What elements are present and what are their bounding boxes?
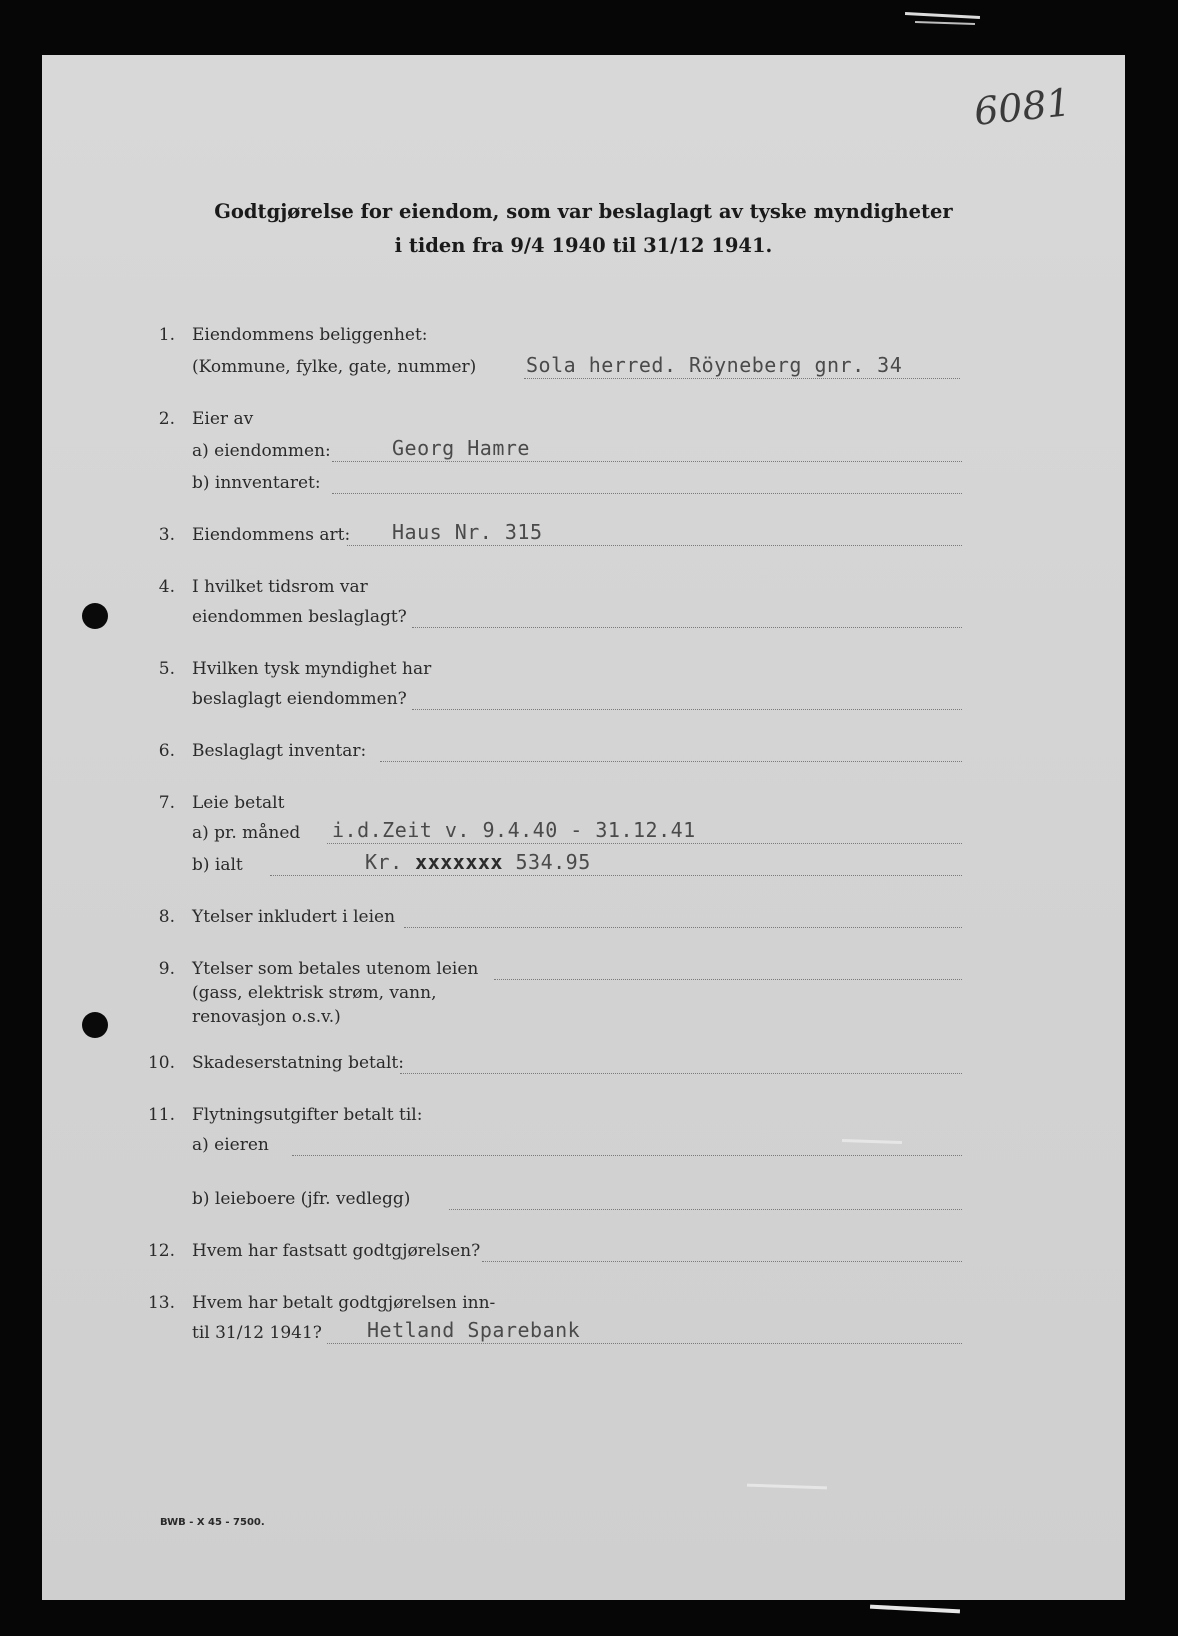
punch-hole <box>82 603 108 629</box>
item-number: 5. <box>158 659 175 679</box>
answer-line <box>494 979 962 980</box>
answer-line <box>380 761 962 762</box>
form-sheet <box>42 55 1125 1600</box>
item-label: Eiendommens beliggenhet: <box>192 325 428 345</box>
answer-line <box>270 875 962 876</box>
item-label: Skadeserstatning betalt: <box>192 1053 404 1073</box>
item-label-sub: eiendommen beslaglagt? <box>192 607 407 627</box>
item-label-sub: renovasjon o.s.v.) <box>192 1007 341 1027</box>
item-sublabel: a) eieren <box>192 1135 269 1155</box>
item-label-sub: (gass, elektrisk strøm, vann, <box>192 983 437 1003</box>
item-number: 3. <box>158 525 175 545</box>
item-label: Ytelser som betales utenom leien <box>192 959 479 979</box>
form-title <box>42 195 1125 263</box>
typed-answer-total <box>365 850 591 874</box>
answer-line <box>482 1261 962 1262</box>
item-number: 10. <box>147 1053 175 1073</box>
item-number: 12. <box>147 1241 175 1261</box>
answer-line <box>332 493 962 494</box>
scan-scratch <box>747 1484 827 1490</box>
scan-scratch <box>842 1139 902 1144</box>
item-sublabel: a) eiendommen: <box>192 441 331 461</box>
amount-value: 534.95 <box>515 850 591 874</box>
answer-line <box>347 545 962 546</box>
title-line-1: Godtgjørelse for eiendom, som var beslaglagt av tyske myndigheter <box>214 200 953 223</box>
scan-mark <box>870 1605 960 1614</box>
scan-mark <box>905 12 980 19</box>
struck-out-text: xxxxxxx <box>415 850 503 874</box>
typed-answer-period: i.d.Zeit v. 9.4.40 - 31.12.41 <box>332 818 696 842</box>
typed-answer-payer: Hetland Sparebank <box>367 1318 581 1342</box>
item-label-sub: (Kommune, fylke, gate, nummer) <box>192 357 477 377</box>
answer-line <box>412 627 962 628</box>
typed-answer-location: Sola herred. Röyneberg gnr. 34 <box>526 353 903 377</box>
answer-line <box>449 1209 962 1210</box>
item-sublabel: b) innventaret: <box>192 473 321 493</box>
typed-answer-type: Haus Nr. 315 <box>392 520 543 544</box>
item-label: Hvem har fastsatt godtgjørelsen? <box>192 1241 481 1261</box>
item-label: Eier av <box>192 409 254 429</box>
answer-line <box>404 927 962 928</box>
answer-line <box>400 1073 962 1074</box>
answer-line <box>327 1343 962 1344</box>
item-label-sub: beslaglagt eiendommen? <box>192 689 407 709</box>
item-label: Leie betalt <box>192 793 285 813</box>
item-number: 6. <box>158 741 175 761</box>
item-number: 7. <box>158 793 175 813</box>
answer-line <box>524 378 960 379</box>
item-sublabel: a) pr. måned <box>192 823 301 843</box>
item-number: 13. <box>147 1293 175 1313</box>
item-number: 1. <box>158 325 175 345</box>
answer-line <box>292 1155 962 1156</box>
archive-number: 6081 <box>971 80 1073 134</box>
item-number: 8. <box>158 907 175 927</box>
item-label: Eiendommens art: <box>192 525 351 545</box>
form-print-code: BWB - X 45 - 7500. <box>160 1517 265 1528</box>
item-label: I hvilket tidsrom var <box>192 577 368 597</box>
item-label: Beslaglagt inventar: <box>192 741 367 761</box>
scan-mark <box>915 21 975 25</box>
item-number: 9. <box>158 959 175 979</box>
answer-line <box>327 843 962 844</box>
item-number: 2. <box>158 409 175 429</box>
typed-answer-owner: Georg Hamre <box>392 436 530 460</box>
item-label: Hvilken tysk myndighet har <box>192 659 432 679</box>
answer-line <box>412 709 962 710</box>
item-label: Ytelser inkludert i leien <box>192 907 396 927</box>
item-label: Hvem har betalt godtgjørelsen inn- <box>192 1293 496 1313</box>
punch-hole <box>82 1012 108 1038</box>
item-label-sub: til 31/12 1941? <box>192 1323 322 1343</box>
item-label: Flytningsutgifter betalt til: <box>192 1105 423 1125</box>
item-sublabel: b) ialt <box>192 855 243 875</box>
answer-line <box>332 461 962 462</box>
item-number: 4. <box>158 577 175 597</box>
title-line-2: i tiden fra 9/4 1940 til 31/12 1941. <box>394 234 773 257</box>
currency-prefix: Kr. <box>365 850 403 874</box>
item-sublabel: b) leieboere (jfr. vedlegg) <box>192 1189 411 1209</box>
item-number: 11. <box>147 1105 175 1125</box>
